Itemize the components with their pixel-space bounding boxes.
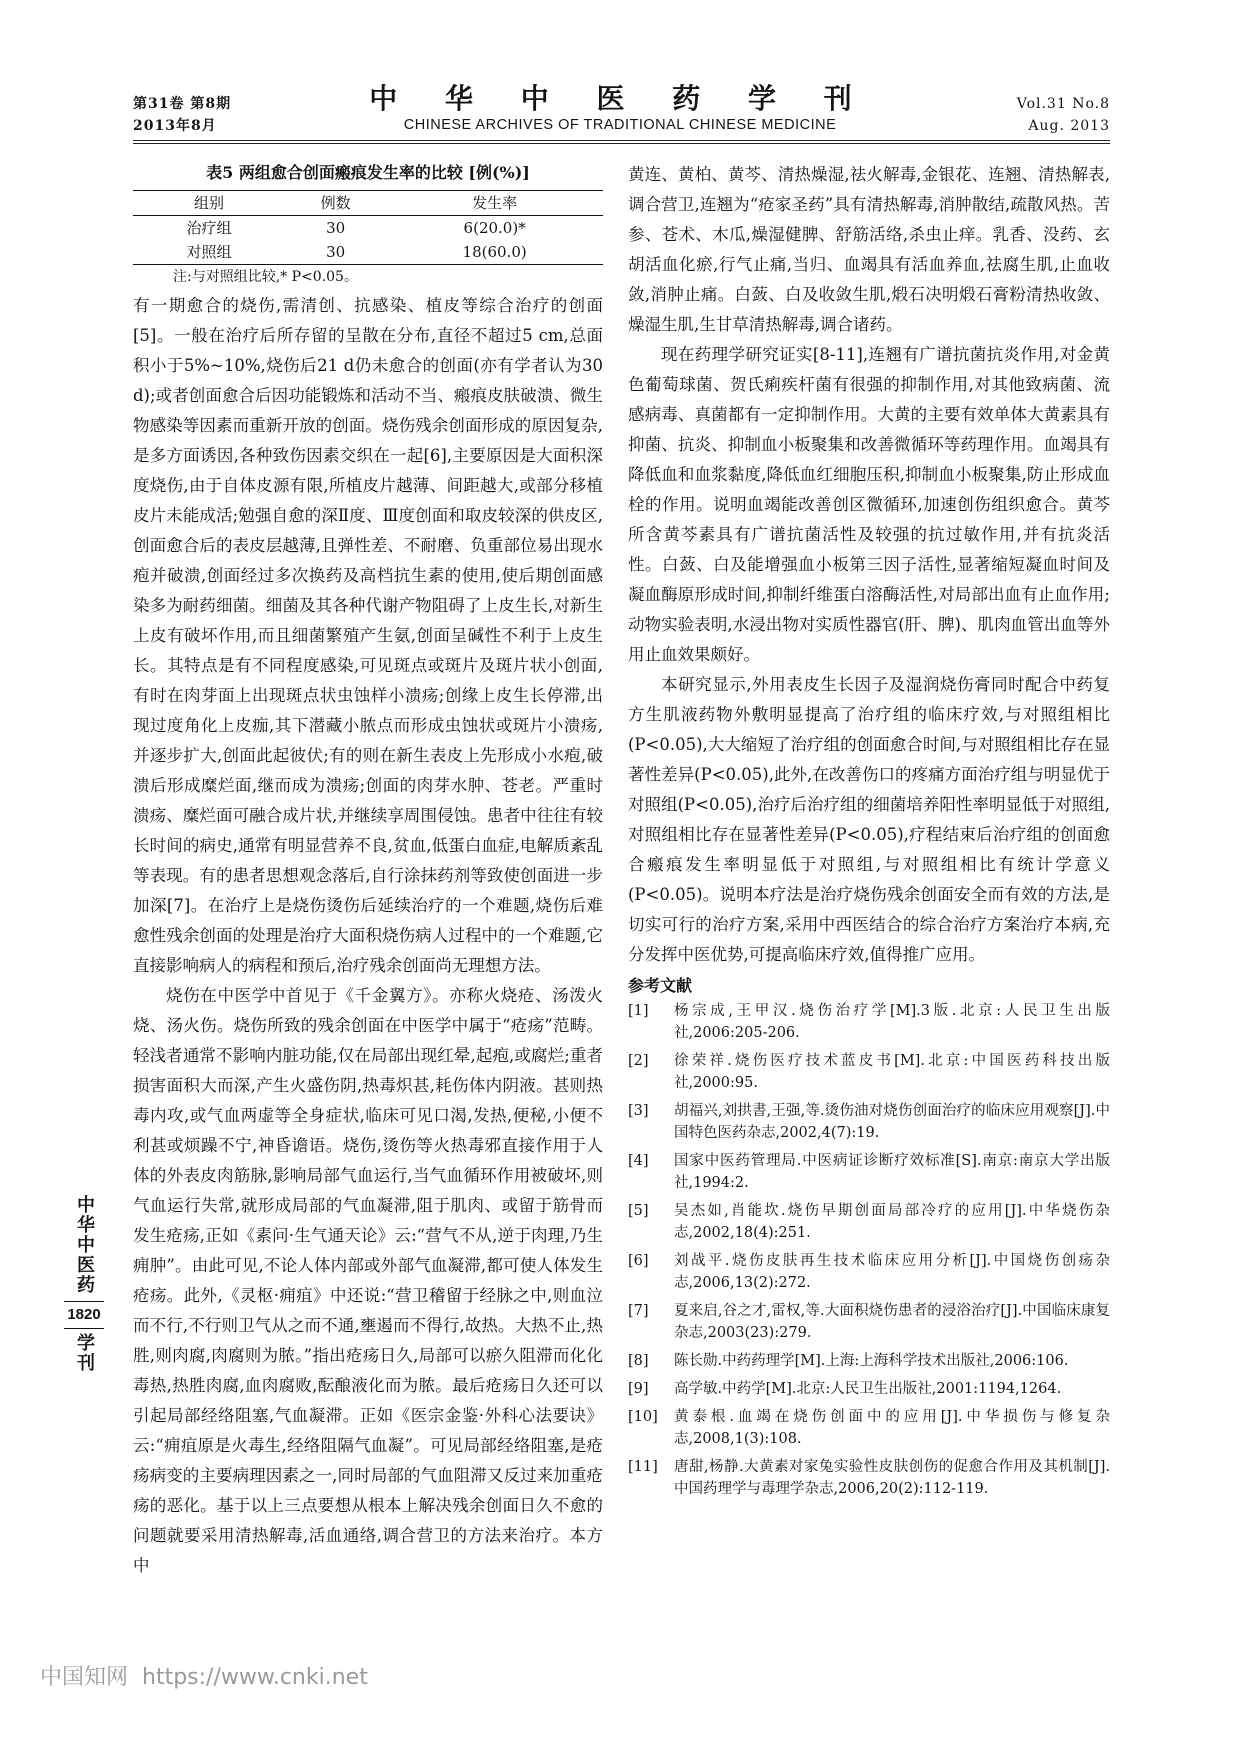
reference-text: 刘战平.烧伤皮肤再生技术临床应用分析[J].中国烧伤创疡杂志,2006,13(2):272. (674, 1253, 1110, 1291)
reference-number: [3] (628, 1103, 649, 1119)
reference-number: [9] (628, 1381, 649, 1397)
header-rule-2 (133, 143, 1110, 144)
page-number: 1820 (64, 1301, 104, 1329)
table-cell: 治疗组 (186, 219, 232, 237)
journal-title-cn: 中 华 中 医 药 学 刊 (369, 82, 871, 115)
reference-item (628, 1350, 1110, 1372)
table-cell: 对照组 (186, 243, 232, 261)
reference-text: 陈长勋.中药药理学[M].上海:上海科学技术出版社,2006:106. (674, 1353, 1069, 1369)
watermark-brand: 中国知网 (40, 1665, 129, 1690)
table-header-cell: 例数 (320, 194, 351, 212)
header-right (1017, 93, 1110, 137)
volume-en: Vol.31 No.8 (1016, 96, 1110, 112)
cnki-watermark (40, 1660, 382, 1691)
date-en: Aug. 2013 (1028, 118, 1110, 134)
reference-list (628, 1000, 1110, 1500)
reference-text: 夏来启,谷之才,雷权,等.大面积烧伤患者的浸浴治疗[J].中国临床康复杂志,2003(23):279. (674, 1303, 1110, 1341)
scar-rate-table (133, 190, 603, 265)
reference-text: 黄泰根.血竭在烧伤创面中的应用[J].中华损伤与修复杂志,2008,1(3):108. (674, 1409, 1110, 1447)
table-caption: 表5 两组愈合创面瘢痕发生率的比较 [例(%)] (206, 163, 530, 182)
reference-item (628, 1250, 1110, 1294)
body-paragraph: 烧伤在中医学中首见于《千金翼方》。亦称火烧疮、汤泼火烧、汤火伤。烧伤所致的残余创面在中医学中属于“疮疡”范畴。轻浅者通常不影响内脏功能,仅在局部出现红晕,起疱,或腐烂;重者损害面积大而深,产生火盛伤阴,热毒炽甚,耗伤体内阴液。甚则热毒内攻,或气血两虚等全身症状,临床可见口渴,发热,便秘,小便不利甚或烦躁不宁,神昏谵语。烧伤,烫伤等火热毒邪直接作用于人体的外表皮肉筋脉,影响局部气血运行,当气血循环作用被破坏,则气血运行失常,就形成局部的气血凝滞,阻于肌肉、或留于筋骨而发生疮疡,正如《素问·生气通天论》云:“营气不从,逆于肉理,乃生痈肿”。由此可见,不论人体内部或外部气血凝滞,都可使人体发生疮疡。此外,《灵枢·痈疽》中还说:“营卫稽留于经脉之中,则血泣而不行,不行则卫气从之而不通,壅遏而不得行,故热。大热不止,热胜,则肉腐,肉腐则为脓。”指出疮疡日久,局部可以瘀久阻滞而化化毒热,热胜肉腐,血肉腐败,酝酿液化而为脓。最后疮疡日久还可以引起局部经络阻塞,气血凝滞。正如《医宗金鉴·外科心法要诀》云:“痈疽原是火毒生,经络阻隔气血凝”。可见局部经络阻塞,是疮疡病变的主要病理因素之一,同时局部的气血阻滞又反过来加重疮疡的恶化。基于以上三点要想从根本上解决残余创面日久不愈的问题就要采用清热解毒,活血通络,调合营卫的方法来治疗。本方中 (133, 986, 603, 1575)
table-note: 注:与对照组比较,* P<0.05。 (173, 269, 358, 285)
journal-title-en: CHINESE ARCHIVES OF TRADITIONAL CHINESE MEDICINE (403, 117, 837, 133)
reference-number: [4] (628, 1153, 649, 1169)
date-cn: 2013年8月 (133, 118, 217, 134)
right-column (628, 160, 1110, 1506)
reference-item (628, 1200, 1110, 1244)
reference-item (628, 1150, 1110, 1194)
body-paragraph: 本研究显示,外用表皮生长因子及湿润烧伤膏同时配合中药复方生肌液药物外敷明显提高了治疗组的临床疗效,与对照组相比(P<0.05),大大缩短了治疗组的创面愈合时间,与对照组相比存在显著性差异(P<0.05),此外,在改善伤口的疼痛方面治疗组与明显优于对照组(P<0.05),治疗后治疗组的细菌培养阳性率明显低于对照组,对照组相比存在显著性差异(P<0.05),疗程结束后治疗组的创面愈合瘢痕发生率明显低于对照组,与对照组相比有统计学意义(P<0.05)。说明本疗法是治疗烧伤残余创面安全而有效的方法,是切实可行的治疗方案,采用中西医结合的综合治疗方案治疗本病,充分发挥中医优势,可提高临床疗效,值得推广应用。 (628, 675, 1110, 964)
header-left (133, 93, 231, 137)
table-cell: 30 (326, 243, 346, 261)
table-cell: 18(60.0) (462, 243, 527, 261)
reference-number: [11] (628, 1459, 658, 1475)
reference-item (628, 1300, 1110, 1344)
reference-text: 国家中医药管理局.中医病证诊断疗效标准[S].南京:南京大学出版社,1994:2. (674, 1153, 1110, 1191)
table-row (133, 216, 603, 241)
side-journal-name-bottom: 学刊 (74, 1333, 95, 1373)
reference-item (628, 1406, 1110, 1450)
table-cell: 30 (326, 219, 346, 237)
journal-title-block (330, 82, 910, 134)
side-journal-marker (64, 1195, 104, 1373)
body-paragraph: 黄连、黄柏、黄芩、清热燥湿,祛火解毒,金银花、连翘、清热解表,调合营卫,连翘为“疮家圣药”具有清热解毒,消肿散结,疏散风热。苦参、苍术、木瓜,燥湿健脾、舒筋活络,杀虫止痒。乳香、没药、玄胡活血化瘀,行气止痛,当归、血竭具有活血养血,祛腐生肌,止血收敛,消肿止痛。白蔹、白及收敛生肌,煅石决明煅石膏粉清热收敛、燥湿生肌,生甘草清热解毒,调合诸药。 (628, 165, 1110, 334)
reference-number: [5] (628, 1203, 649, 1219)
side-journal-name-top: 中华中医药 (74, 1195, 95, 1295)
reference-item (628, 1050, 1110, 1094)
header-rule (133, 140, 1110, 141)
reference-item (628, 1456, 1110, 1500)
watermark-url: https://www.cnki.net (142, 1665, 368, 1690)
reference-text: 唐甜,杨静.大黄素对家兔实验性皮肤创伤的促愈合作用及其机制[J].中国药理学与毒理学杂志,2006,20(2):112-119. (674, 1459, 1110, 1497)
body-paragraph: 有一期愈合的烧伤,需清创、抗感染、植皮等综合治疗的创面[5]。一般在治疗后所存留的呈散在分布,直径不超过5 cm,总面积小于5%~10%,烧伤后21 d仍未愈合的创面(亦有学者认为30 d);或者创面愈合后因功能锻炼和活动不当、瘢痕皮肤破溃、微生物感染等因素而重新开放的创面。烧伤残余创面形成的原因复杂,是多方面诱因,各种致伤因素交织在一起[6],主要原因是大面积深度烧伤,由于自体皮源有限,所植皮片越薄、间距越大,或部分移植皮片未能成活;勉强自愈的深Ⅱ度、Ⅲ度创面和取皮较深的供皮区,创面愈合后的表皮层越薄,且弹性差、不耐磨、负重部位易出现水疱并破溃,创面经过多次换药及高档抗生素的使用,使后期创面感染多为耐药细菌。细菌及其各种代谢产物阻碍了上皮生长,对新生上皮有破坏作用,而且细菌繁殖产生氨,创面呈碱性不利于上皮生长。其特点是有不同程度感染,可见斑点或斑片及斑片状小创面,有时在肉芽面上出现斑点状虫蚀样小溃疡;创缘上皮生长停滞,出现过度角化上皮痂,其下潜藏小脓点而形成虫蚀状或斑片小溃疡,并逐步扩大,创面此起彼伏;有的则在新生表皮上先形成小水疱,破溃后形成糜烂面,继而成为溃疡;创面的肉芽水肿、苍老。严重时溃疡、糜烂面可融合成片状,并继续享周围侵蚀。患者中往往有较长时间的病史,通常有明显营养不良,贫血,低蛋白血症,电解质紊乱等表现。有的患者思想观念落后,自行涂抹药剂等致使创面进一步加深[7]。在治疗上是烧伤烫伤后延续治疗的一个难题,烧伤后难愈性残余创面的处理是治疗大面积烧伤病人过程中的一个难题,它直接影响病人的病程和预后,治疗残余创面尚无理想方法。 (133, 296, 603, 975)
reference-text: 徐荣祥.烧伤医疗技术蓝皮书[M].北京:中国医药科技出版社,2000:95. (674, 1053, 1110, 1091)
reference-text: 杨宗成,王甲汉.烧伤治疗学[M].3版.北京:人民卫生出版社,2006:205-206. (674, 1003, 1110, 1041)
reference-number: [8] (628, 1353, 649, 1369)
volume-cn: 第31卷 第8期 (133, 96, 232, 112)
table-row (133, 240, 603, 265)
reference-text: 吴杰如,肖能坎.烧伤早期创面局部冷疗的应用[J].中华烧伤杂志,2002,18(4):251. (674, 1203, 1110, 1241)
references-title: 参考文献 (628, 976, 693, 995)
table-cell: 6(20.0)* (463, 219, 526, 237)
reference-text: 高学敏.中药学[M].北京:人民卫生出版社,2001:1194,1264. (674, 1381, 1062, 1397)
body-paragraph: 现在药理学研究证实[8-11],连翘有广谱抗菌抗炎作用,对金黄色葡萄球菌、贺氏痢疾杆菌有很强的抑制作用,对其他致病菌、流感病毒、真菌都有一定抑制作用。大黄的主要有效单体大黄素具有抑菌、抗炎、抑制血小板聚集和改善微循环等药理作用。血竭具有降低血和血浆黏度,降低血红细胞压积,抑制血小板聚集,防止形成血栓的作用。说明血竭能改善创区微循环,加速创伤组织愈合。黄芩所含黄芩素具有广谱抗菌活性及较强的抗过敏作用,并有抗炎活性。白蔹、白及能增强血小板第三因子活性,显著缩短凝血时间及凝血酶原形成时间,抑制纤维蛋白溶酶活性,对局部出血有止血作用;动物实验表明,水浸出物对实质性器官(肝、脾)、肌肉血管出血等外用止血效果颇好。 (628, 345, 1110, 664)
reference-text: 胡福兴,刘拱書,王强,等.烫伤油对烧伤创面治疗的临床应用观察[J].中国特色医药杂志,2002,4(7):19. (674, 1103, 1110, 1141)
reference-item (628, 1000, 1110, 1044)
reference-item (628, 1100, 1110, 1144)
reference-number: [7] (628, 1303, 649, 1319)
table-header-cell: 组别 (193, 194, 224, 212)
reference-item (628, 1378, 1110, 1400)
reference-number: [1] (628, 1003, 649, 1019)
reference-number: [2] (628, 1053, 649, 1069)
left-column (133, 160, 603, 1581)
reference-number: [6] (628, 1253, 649, 1269)
table-header-row (133, 191, 603, 216)
reference-number: [10] (628, 1409, 658, 1425)
table-header-cell: 发生率 (472, 194, 518, 212)
